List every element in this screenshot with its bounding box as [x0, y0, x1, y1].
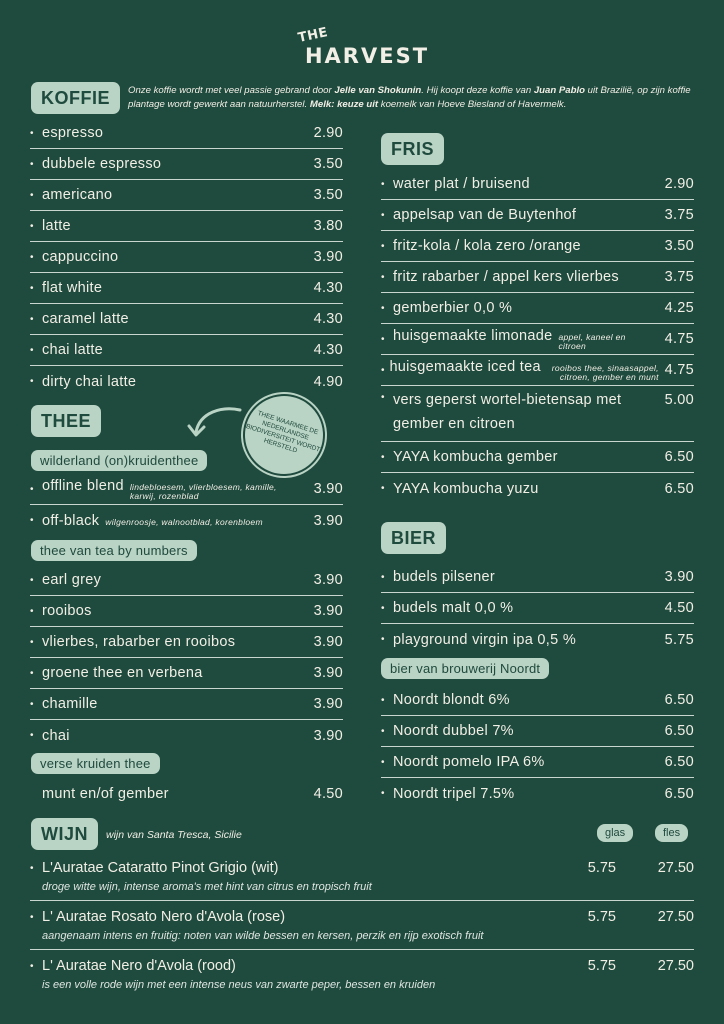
bullet-icon: •	[30, 344, 34, 356]
bullet-icon: •	[381, 694, 385, 706]
fris-section-title	[381, 133, 444, 165]
bullet-icon: •	[30, 667, 34, 679]
item-price: 4.30	[313, 280, 343, 296]
bullet-icon: •	[30, 189, 34, 201]
item-label-cont: gember en citroen	[393, 416, 515, 432]
bullet-icon: •	[30, 220, 34, 232]
intro-text: Onze koffie wordt met veel passie gebrand door	[128, 85, 335, 96]
item-name: dirty chai latte	[42, 373, 137, 390]
bullet-icon: •	[381, 364, 385, 376]
thee-sub-verse-kruiden	[31, 753, 160, 774]
item-name: YAYA kombucha yuzu	[393, 480, 539, 497]
item-label: offline blend	[42, 477, 124, 494]
item-name: rooibos	[42, 603, 92, 619]
intro-milk-label: Melk: keuze uit	[309, 99, 379, 110]
bullet-icon: •	[30, 127, 34, 139]
item-name: budels pilsener	[393, 569, 496, 585]
item-name: flat white	[42, 280, 103, 296]
column-label: glas	[597, 824, 633, 842]
biodiversity-badge	[232, 383, 335, 486]
subheading-label: bier van brouwerij Noordt	[381, 658, 549, 679]
item-price: 3.90	[313, 481, 343, 497]
wijn-col-fles	[655, 823, 688, 842]
item-price: 3.50	[313, 187, 343, 203]
item-name: chamille	[42, 696, 98, 712]
item-price: 4.75	[664, 331, 694, 347]
bullet-icon: •	[381, 483, 385, 494]
thee-list-3	[42, 778, 343, 809]
wine-price-glass: 5.75	[587, 860, 616, 876]
item-price: 4.30	[313, 342, 343, 358]
item-price: 3.90	[313, 665, 343, 681]
thee-section-title	[31, 405, 101, 437]
bullet-icon: •	[30, 515, 34, 526]
item-name: caramel latte	[42, 311, 129, 327]
item-name: americano	[42, 187, 113, 203]
bullet-icon: •	[381, 634, 385, 645]
item-price: 4.50	[664, 600, 694, 616]
bullet-icon: •	[30, 698, 34, 710]
bullet-icon: •	[381, 240, 385, 252]
bullet-icon: •	[381, 756, 385, 768]
intro-roaster: Jelle van Shokunin	[334, 85, 422, 96]
column-label: fles	[655, 824, 688, 842]
item-note: appel, kaneel en citroen	[558, 331, 626, 351]
subheading-label: verse kruiden thee	[31, 753, 160, 774]
bullet-icon: •	[381, 333, 385, 345]
badge-text: THEE WAARMEE DE NEDERLANDSE BIODIVERSITEIT WORDT HERSTELD	[244, 409, 321, 455]
bullet-icon: •	[381, 392, 385, 403]
item-name: Noordt pomelo IPA 6%	[393, 754, 545, 770]
item-name: budels malt 0,0 %	[393, 600, 514, 616]
wine-item	[30, 909, 694, 950]
item-note: rooibos thee, sinaasappel, citroen, gember en munt	[551, 362, 659, 382]
item-name: fritz rabarber / appel kers vlierbes	[393, 269, 619, 285]
bier-list	[381, 562, 694, 655]
intro-text: uit Brazilië, op zijn koffie plantage wordt gewerkt aan natuurherstel.	[128, 85, 691, 110]
item-price: 5.00	[664, 392, 694, 408]
bullet-icon: •	[381, 178, 385, 190]
bullet-icon: •	[381, 571, 385, 583]
item-name: YAYA kombucha gember	[393, 449, 558, 465]
item-price: 3.90	[313, 634, 343, 650]
item-price: 4.30	[313, 311, 343, 327]
subheading-label: wilderland (on)kruidenthee	[31, 450, 207, 471]
intro-text: . Hij koopt deze koffie van	[421, 85, 534, 96]
item-name	[389, 359, 658, 382]
item-name: chai latte	[42, 342, 104, 358]
item-price: 6.50	[664, 785, 694, 802]
item-name: water plat / bruisend	[393, 176, 530, 192]
item-price: 6.50	[664, 692, 694, 708]
item-price: 6.50	[664, 754, 694, 770]
arrow-icon	[186, 404, 244, 440]
item-name: cappuccino	[42, 249, 119, 265]
fris-list	[381, 169, 694, 504]
wine-price-bottle: 27.50	[657, 909, 694, 925]
bullet-icon: •	[381, 602, 385, 614]
item-price: 3.90	[313, 696, 343, 712]
item-label: vers geperst wortel-bietensap met	[393, 392, 622, 408]
bullet-icon: •	[30, 730, 34, 741]
bullet-icon: •	[30, 636, 34, 648]
wine-price-bottle: 27.50	[657, 958, 694, 974]
item-name: chai	[42, 727, 70, 744]
item-price: 2.90	[664, 176, 694, 192]
wine-name: L'Auratae Cataratto Pinot Grigio (wit)	[42, 860, 279, 876]
wine-price-glass: 5.75	[587, 958, 616, 974]
intro-text: koemelk van Hoeve Biesland of Havermelk.	[378, 99, 567, 110]
item-name: espresso	[42, 125, 104, 141]
wijn-title: WIJN	[31, 818, 98, 850]
item-price: 4.50	[313, 785, 343, 802]
thee-list-1	[30, 474, 343, 536]
bullet-icon: •	[30, 911, 34, 923]
thee-list-2	[30, 565, 343, 751]
wine-item	[30, 860, 694, 901]
item-price: 3.90	[313, 572, 343, 588]
item-note: wilgenroosje, walnootblad, korenbloem	[105, 516, 263, 527]
item-label: huisgemaakte iced tea	[389, 358, 541, 375]
fris-title: FRIS	[381, 133, 444, 165]
item-price: 3.50	[313, 156, 343, 172]
item-name: dubbele espresso	[42, 156, 162, 172]
item-price: 3.90	[313, 249, 343, 265]
divider	[30, 949, 694, 950]
bullet-icon: •	[30, 862, 34, 874]
bullet-icon: •	[30, 251, 34, 263]
item-name: vlierbes, rabarber en rooibos	[42, 634, 236, 650]
item-price: 3.75	[664, 207, 694, 223]
thee-title: THEE	[31, 405, 101, 437]
item-price: 6.50	[664, 480, 694, 497]
item-price: 3.90	[313, 727, 343, 744]
item-price: 6.50	[664, 449, 694, 465]
koffie-list	[30, 118, 343, 397]
item-name: munt en/of gember	[42, 785, 169, 802]
wijn-col-glas	[597, 823, 633, 842]
bier-list-noordt	[381, 685, 694, 809]
bullet-icon: •	[30, 313, 34, 325]
bier-section-title	[381, 522, 446, 554]
item-price: 3.50	[664, 238, 694, 254]
item-name	[393, 328, 644, 351]
item-price: 2.90	[313, 125, 343, 141]
item-price: 4.90	[313, 373, 343, 390]
logo-the: THE	[296, 25, 330, 46]
koffie-section-title	[31, 82, 120, 114]
item-price: 3.90	[313, 603, 343, 619]
wine-price-bottle: 27.50	[657, 860, 694, 876]
subheading-label: thee van tea by numbers	[31, 540, 197, 561]
bier-title: BIER	[381, 522, 446, 554]
bullet-icon: •	[30, 605, 34, 617]
item-name: playground virgin ipa 0,5 %	[393, 631, 577, 648]
item-note: lindebloesem, vlierbloesem, kamille, karwij, rozenblad	[129, 481, 277, 501]
item-name: fritz-kola / kola zero /orange	[393, 238, 581, 254]
item-name: Noordt dubbel 7%	[393, 723, 514, 739]
koffie-title: KOFFIE	[31, 82, 120, 114]
bullet-icon: •	[381, 725, 385, 737]
bullet-icon: •	[30, 376, 34, 387]
divider	[30, 900, 694, 901]
item-name: earl grey	[42, 572, 102, 588]
bullet-icon: •	[381, 209, 385, 221]
bullet-icon: •	[381, 271, 385, 283]
thee-sub-wilderland	[31, 450, 207, 471]
item-price: 4.75	[664, 362, 694, 378]
item-label: off-black	[42, 512, 100, 529]
item-label: huisgemaakte limonade	[393, 327, 553, 344]
item-price: 5.75	[664, 631, 694, 648]
bullet-icon: •	[381, 451, 385, 463]
bullet-icon: •	[30, 158, 34, 170]
item-name: latte	[42, 218, 71, 234]
wine-price-glass: 5.75	[587, 909, 616, 925]
logo	[0, 26, 724, 68]
item-price: 6.50	[664, 723, 694, 739]
item-name: Noordt blondt 6%	[393, 692, 510, 708]
thee-sub-tea-by-numbers	[31, 540, 197, 561]
logo-harvest: HARVEST	[304, 44, 430, 68]
wine-name: L' Auratae Nero d'Avola (rood)	[42, 958, 236, 974]
item-name: Noordt tripel 7.5%	[393, 785, 515, 802]
item-name	[42, 478, 293, 501]
bullet-icon: •	[30, 483, 34, 495]
wijn-section-title	[31, 818, 98, 850]
bullet-icon: •	[30, 282, 34, 294]
intro-farmer: Juan Pablo	[533, 85, 586, 96]
item-name	[42, 513, 293, 529]
wine-description: droge witte wijn, intense aroma's met hint van citrus en tropisch fruit	[42, 881, 372, 893]
item-name: gemberbier 0,0 %	[393, 300, 513, 316]
koffie-intro	[128, 84, 698, 112]
bier-sub-noordt	[381, 658, 549, 679]
item-name: appelsap van de Buytenhof	[393, 207, 577, 223]
wine-name: L' Auratae Rosato Nero d'Avola (rose)	[42, 909, 286, 925]
item-price: 3.80	[313, 218, 343, 234]
bullet-icon: •	[381, 788, 385, 799]
item-price: 4.25	[664, 300, 694, 316]
item-price: 3.75	[664, 269, 694, 285]
bullet-icon: •	[381, 302, 385, 314]
bullet-icon: •	[30, 574, 34, 586]
wijn-subtitle: wijn van Santa Tresca, Sicilie	[106, 829, 242, 841]
item-name	[393, 392, 644, 432]
wine-item	[30, 958, 694, 991]
item-price: 3.90	[313, 512, 343, 529]
item-name: groene thee en verbena	[42, 665, 203, 681]
wine-description: aangenaam intens en fruitig: noten van wilde bessen en kersen, perzik en rijp exotisch fruit	[42, 930, 484, 942]
item-price: 3.90	[664, 569, 694, 585]
bullet-icon: •	[30, 960, 34, 972]
wine-description: is een volle rode wijn met een intense neus van zwarte peper, bessen en kruiden	[42, 979, 436, 991]
